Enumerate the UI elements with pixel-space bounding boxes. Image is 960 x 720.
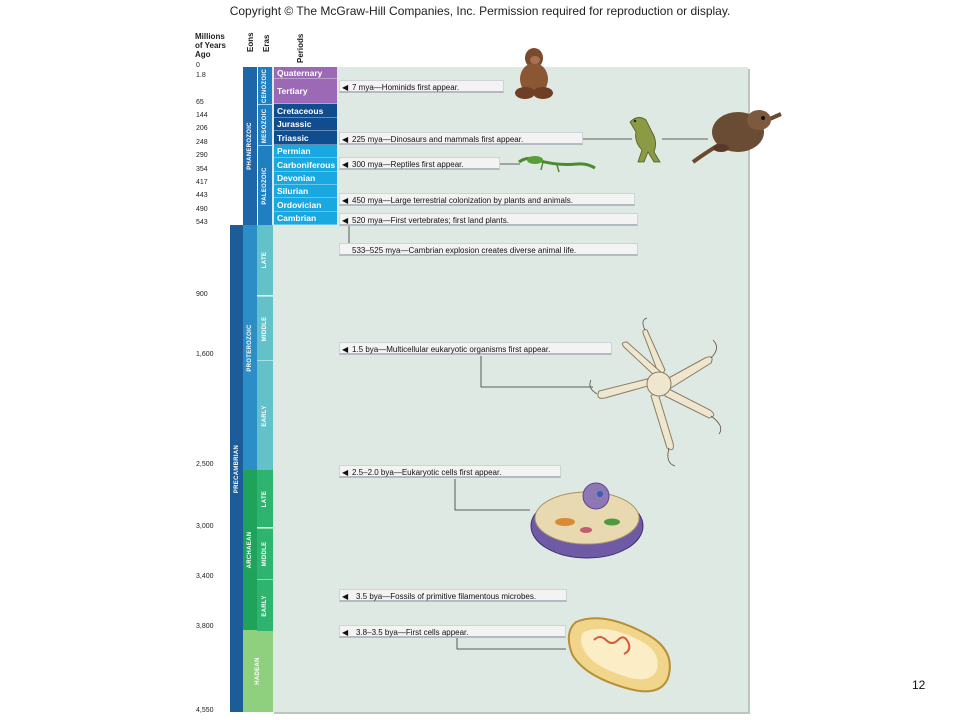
era-label: PALEOZOIC — [262, 167, 268, 205]
arrow-left-icon: ◀ — [342, 83, 349, 92]
annotation-text: 2.5–2.0 bya—Eukaryotic cells first appear. — [352, 468, 502, 477]
subdivision-label: EARLY — [262, 594, 268, 617]
subdivision-label: LATE — [262, 490, 268, 507]
arrow-left-icon: ◀ — [342, 216, 349, 225]
arrow-left-icon: ◀ — [342, 592, 349, 601]
header-line: Ago — [195, 50, 211, 59]
tick-label: 2,500 — [196, 461, 214, 468]
arrow-left-icon: ◀ — [342, 196, 349, 205]
era-label: CENOZOIC — [262, 68, 268, 103]
period-silurian: Silurian — [274, 185, 337, 198]
era-label: MESOZOIC — [262, 108, 268, 143]
annotation-filamentous-microbes — [339, 589, 567, 602]
period-ordovician: Ordovician — [274, 198, 337, 212]
era-label: ARCHAEAN — [247, 531, 253, 569]
eon-label: PRECAMBRIAN — [233, 444, 240, 493]
tick-label: 354 — [196, 166, 208, 173]
annotation-cambrian-explosion — [339, 243, 638, 256]
annotation-first-vertebrates — [339, 213, 638, 226]
mammal-illustration — [693, 100, 783, 170]
dinosaur-illustration — [624, 112, 668, 164]
tick-label: 65 — [196, 99, 204, 106]
annotation-reptiles — [339, 157, 500, 170]
eon-label: PHANEROZOIC — [247, 122, 253, 170]
tick-label: 443 — [196, 192, 208, 199]
annotation-dinosaurs-mammals — [339, 132, 583, 145]
tick-label: 3,800 — [196, 623, 214, 630]
reptile-illustration — [517, 150, 597, 174]
annotation-text: 300 mya—Reptiles first appear. — [352, 160, 464, 169]
tick-label: 900 — [196, 291, 208, 298]
arrow-left-icon: ◀ — [342, 160, 349, 169]
tick-label: 4,550 — [196, 707, 214, 714]
hominid-illustration — [507, 43, 557, 103]
annotation-multicellular — [339, 342, 612, 355]
tick-label: 248 — [196, 139, 208, 146]
header-eras: Eras — [262, 34, 271, 52]
tick-label: 1.8 — [196, 72, 206, 79]
arrow-left-icon: ◀ — [342, 135, 349, 144]
tick-label: 543 — [196, 219, 208, 226]
eukaryotic-cell-illustration — [530, 482, 645, 562]
tick-label: 290 — [196, 152, 208, 159]
subdivision-label: MIDDLE — [262, 541, 268, 567]
annotation-text: 450 mya—Large terrestrial colonization by plants and animals. — [352, 196, 574, 205]
first-cell-illustration — [564, 614, 676, 696]
tick-label: 206 — [196, 125, 208, 132]
tick-label: 1,600 — [196, 351, 214, 358]
period-triassic: Triassic — [274, 131, 337, 145]
header-line: Millions — [195, 32, 225, 41]
annotation-text: 520 mya—First vertebrates; first land plants. — [352, 216, 509, 225]
annotation-eukaryotic-cells — [339, 465, 561, 478]
tick-label: 144 — [196, 112, 208, 119]
tick-label: 0 — [196, 62, 200, 69]
period-permian: Permian — [274, 145, 337, 158]
annotation-text: 225 mya—Dinosaurs and mammals first appear. — [352, 135, 524, 144]
period-quaternary: Quaternary — [274, 67, 337, 79]
annotation-text: 1.5 bya—Multicellular eukaryotic organisms first appear. — [352, 345, 551, 354]
arrow-left-icon: ◀ — [342, 468, 349, 477]
annotation-text: 3.5 bya—Fossils of primitive filamentous microbes. — [356, 592, 537, 601]
annotation-text: 7 mya—Hominids first appear. — [352, 83, 460, 92]
subdivision-label: EARLY — [262, 405, 268, 427]
period-devonian: Devonian — [274, 172, 337, 185]
tick-label: 3,400 — [196, 573, 214, 580]
period-carboniferous: Carboniferous — [274, 158, 337, 172]
header-eons: Eons — [246, 32, 255, 52]
arrow-left-icon: ◀ — [342, 345, 349, 354]
annotation-hominids — [339, 80, 504, 93]
era-label: PROTEROZOIC — [247, 323, 253, 372]
header-periods: Periods — [296, 33, 305, 63]
annotation-first-cells — [339, 625, 566, 638]
subdivision-label: LATE — [262, 251, 268, 269]
period-cretaceous: Cretaceous — [274, 104, 337, 118]
period-jurassic: Jurassic — [274, 118, 337, 131]
header-line: of Years — [195, 41, 226, 50]
tick-label: 490 — [196, 206, 208, 213]
page-number: 12 — [912, 678, 926, 692]
era-label: HADEAN — [255, 657, 261, 685]
annotation-text: 3.8–3.5 bya—First cells appear. — [356, 628, 469, 637]
arrow-left-icon: ◀ — [342, 628, 349, 637]
period-tertiary: Tertiary — [274, 79, 337, 104]
tick-label: 417 — [196, 179, 208, 186]
multicellular-organism-illustration — [585, 318, 745, 468]
copyright-notice: Copyright © The McGraw-Hill Companies, Inc. Permission required for reproduction or display. — [229, 4, 731, 18]
subdivision-label: MIDDLE — [262, 316, 268, 341]
tick-label: 3,000 — [196, 523, 214, 530]
period-cambrian: Cambrian — [274, 212, 337, 225]
annotation-text: 533–525 mya—Cambrian explosion creates diverse animal life. — [352, 246, 577, 255]
annotation-terrestrial-colonization — [339, 193, 635, 206]
